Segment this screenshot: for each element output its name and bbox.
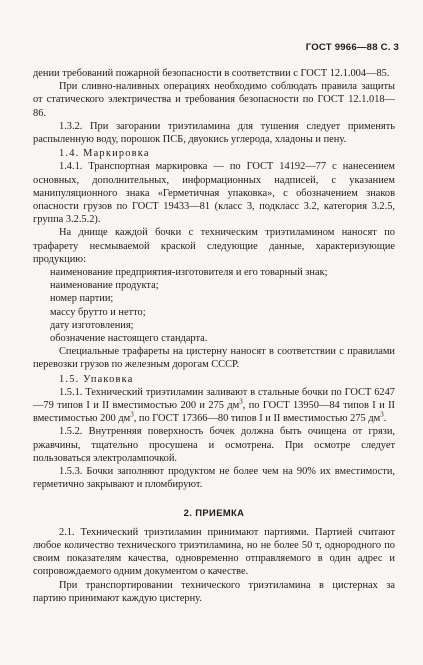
- paragraph-1-5-3: 1.5.3. Бочки заполняют продуктом не более чем на 90% их вместимости, герметично закрывают и пломбируют.: [33, 466, 395, 491]
- list-item: массу брутто и нетто;: [50, 306, 146, 318]
- document-body: [33, 67, 395, 605]
- section-1-4-heading: 1.4. Маркировка: [59, 148, 150, 160]
- paragraph-stencils: Специальные трафареты на цистерну наносят в соответствии с правилами перевозки грузов по железным дорогам СССР.: [33, 346, 395, 371]
- paragraph-1-3-2: 1.3.2. При загорании триэтиламина для тушения следует применять распыленную воду, порошок ПСБ, двуокись углерода, хладоны и пену.: [33, 120, 395, 146]
- list-item: обозначение настоящего стандарта.: [50, 333, 208, 345]
- paragraph-fire-safety: дении требований пожарной безопасности в соответствии с ГОСТ 12.1.004—85.: [33, 68, 390, 79]
- list-item: дату изготовления;: [50, 319, 134, 331]
- paragraph-1-5-1: 1.5.1. Технический триэтиламин заливают в стальные бочки по ГОСТ 6247—79 типов I и II вместимостью 200 и 275 $дм^3$, по ГОСТ 13950—84 типов I и II вместимостью 200 $дм^3$, по ГОСТ 17366—80 типов I и II вместимостью 275 $дм^3$.: [33, 386, 396, 425]
- marking-list: [33, 266, 395, 345]
- paragraph-2-2: При транспортировании технического триэтиламина в цистернах за партию принимают каждую цистерну.: [33, 579, 395, 604]
- list-item: номер партии;: [50, 293, 114, 305]
- page-header: ГОСТ 9966—88 С. 3: [305, 42, 399, 53]
- paragraph-static-protection: При сливно-наливных операциях необходимо соблюдать правила защиты от статического электричества и требования безопасности по ГОСТ 12.1.018—86.: [33, 81, 395, 119]
- paragraph-1-4-1: 1.4.1. Транспортная маркировка — по ГОСТ 14192—77 с нанесением основных, дополнительных, информационных надписей, с указанием манипуляционного знака «Герметичная упаковка», с обозначением знаков опасности грузов по ГОСТ 19433—81 (класс 3, подкласс 3.2, категория 3.2.5, группа 3.2.5.2).: [33, 161, 395, 226]
- paragraph-marking-data: На днище каждой бочки с техническим триэтиламином наносят по трафарету несмываемой краской следующие данные, характеризующие продукцию:: [33, 227, 395, 265]
- paragraph-1-5-2: 1.5.2. Внутренняя поверхность бочек должна быть очищена от грязи, ржавчины, тщательно просушена и осмотрена. При осмотре следует пользоваться электролампочкой.: [33, 426, 395, 464]
- paragraph-2-1: 2.1. Технический триэтиламин принимают партиями. Партией считают любое количество технического триэтиламина, но не более 50 т, однородного по своим показателям качества, одновременно отправляемого в один адрес и сопровождаемого одним документом о качестве.: [33, 526, 395, 578]
- section-2-heading: 2. ПРИЕМКА: [183, 506, 245, 518]
- list-item: наименование предприятия-изготовителя и его товарный знак;: [50, 267, 328, 279]
- list-item: наименование продукта;: [50, 280, 159, 292]
- section-1-5-heading: 1.5. Упаковка: [59, 373, 134, 385]
